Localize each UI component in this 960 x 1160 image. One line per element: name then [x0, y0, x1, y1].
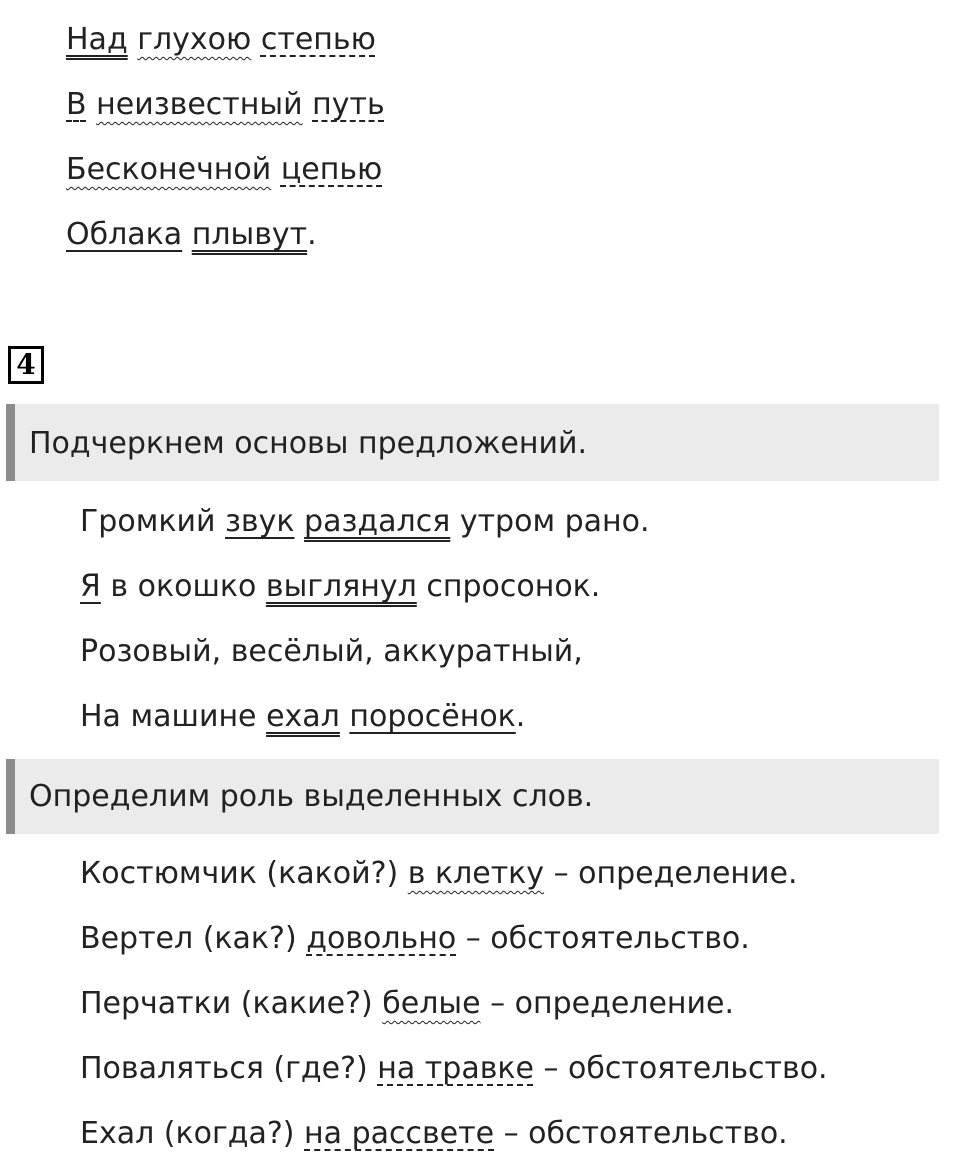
text-fragment: спросонок.	[416, 569, 601, 604]
underlined-word: Я	[80, 569, 101, 604]
text-fragment	[340, 699, 350, 734]
poem-line-2	[66, 85, 385, 125]
text-fragment	[182, 217, 192, 252]
underlined-word: неизвестный	[96, 87, 303, 122]
role-line-3	[80, 984, 734, 1024]
text-fragment: Поваляться (где?)	[80, 1051, 378, 1086]
text-fragment	[87, 87, 97, 122]
underlined-word: степью	[260, 22, 376, 57]
underlined-word: поросёнок	[349, 699, 516, 734]
text-fragment: На машине	[80, 699, 267, 734]
underlined-word: на травке	[377, 1051, 534, 1086]
underlined-word: в клетку	[407, 856, 545, 891]
text-fragment: – определение.	[544, 856, 798, 891]
text-fragment	[295, 504, 305, 539]
section-heading-1: Подчеркнем основы предложений.	[29, 426, 587, 461]
underlined-word: Над	[66, 22, 128, 57]
underlined-word: В	[66, 87, 87, 122]
text-fragment: – обстоятельство.	[494, 1116, 788, 1151]
poem-line-3	[66, 150, 382, 190]
text-fragment: Вертел (как?)	[80, 921, 307, 956]
text-fragment: Громкий	[80, 504, 225, 539]
sentence-line-4	[80, 697, 525, 737]
section-heading-2: Определим роль выделенных слов.	[29, 779, 594, 814]
text-fragment: .	[515, 699, 526, 734]
underlined-word: ехал	[266, 699, 340, 734]
text-fragment: Костюмчик (какой?)	[80, 856, 408, 891]
underlined-word: выглянул	[265, 569, 417, 604]
underlined-word: белые	[382, 986, 481, 1021]
task-number-box: 4	[8, 346, 44, 384]
sentence-line-1	[80, 502, 650, 542]
underlined-word: звук	[224, 504, 295, 539]
text-fragment: Ехал (когда?)	[80, 1116, 305, 1151]
underlined-word: довольно	[306, 921, 457, 956]
underlined-word: глухою	[137, 22, 252, 57]
text-fragment: – определение.	[480, 986, 735, 1021]
underlined-word: Облака	[66, 217, 183, 252]
text-fragment: .	[307, 217, 317, 252]
underlined-word: плывут	[191, 217, 308, 252]
text-fragment: утром рано.	[450, 504, 650, 539]
text-fragment	[303, 87, 313, 122]
text-fragment: – обстоятельство.	[533, 1051, 828, 1086]
section-heading-band-1	[6, 404, 939, 481]
underlined-word: цепью	[280, 152, 383, 187]
role-line-1	[80, 854, 798, 894]
text-fragment: Розовый, весёлый, аккуратный,	[80, 634, 583, 669]
poem-line-1	[66, 20, 376, 60]
section-heading-band-2	[6, 759, 939, 834]
underlined-word: путь	[312, 87, 385, 122]
underlined-word: на рассвете	[304, 1116, 495, 1151]
role-line-2	[80, 919, 750, 959]
sentence-line-2	[80, 567, 600, 607]
text-fragment: Перчатки (какие?)	[80, 986, 383, 1021]
role-line-4	[80, 1049, 828, 1089]
underlined-word: Бесконечной	[66, 152, 272, 187]
sentence-line-3	[80, 632, 583, 672]
text-fragment	[128, 22, 138, 57]
text-fragment	[251, 22, 261, 57]
text-fragment: в окошко	[100, 569, 266, 604]
text-fragment: – обстоятельство.	[456, 921, 750, 956]
role-line-5	[80, 1114, 788, 1154]
underlined-word: раздался	[304, 504, 451, 539]
text-fragment	[271, 152, 281, 187]
poem-line-4	[66, 215, 317, 255]
